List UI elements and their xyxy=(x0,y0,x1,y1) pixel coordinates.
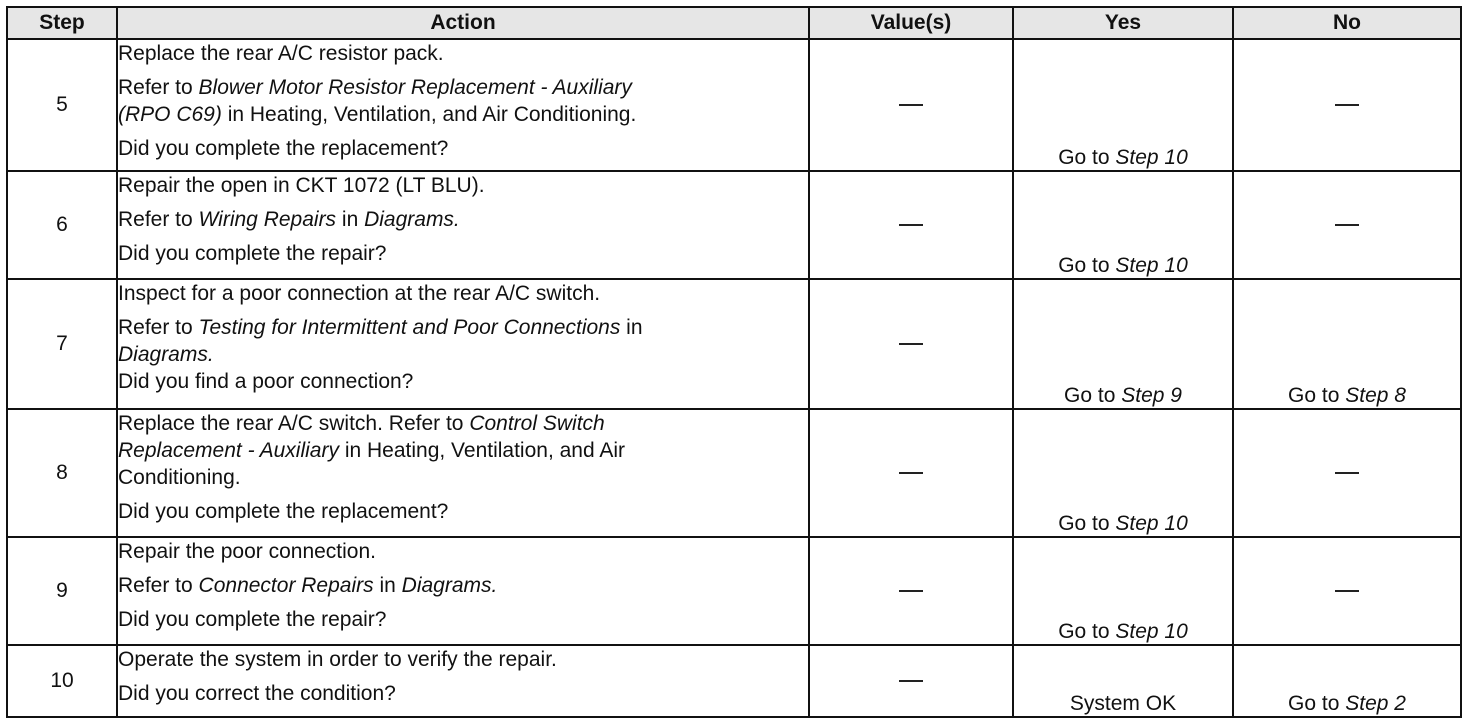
action-line xyxy=(118,498,808,525)
header-action: Action xyxy=(117,7,809,39)
no-cell xyxy=(1233,39,1461,171)
table-row xyxy=(7,409,1461,537)
action-line xyxy=(118,101,808,128)
yes-cell xyxy=(1013,171,1233,279)
action-line xyxy=(118,280,808,307)
action-line xyxy=(118,606,808,633)
dash-mark xyxy=(899,590,923,592)
table-row xyxy=(7,39,1461,171)
yes-cell xyxy=(1013,645,1233,717)
action-text: Replace the rear A/C switch. Refer to xyxy=(118,412,470,435)
diagnostic-table xyxy=(6,6,1462,718)
value-cell xyxy=(809,537,1013,645)
action-line xyxy=(118,40,808,67)
action-line xyxy=(118,240,808,267)
action-text: in xyxy=(336,208,365,231)
reference-text: Blower Motor Resistor Replacement - Auxiliary xyxy=(198,76,632,99)
action-text: Repair the poor connection. xyxy=(118,540,376,563)
dash-mark xyxy=(899,680,923,682)
action-text: Replace the rear A/C resistor pack. xyxy=(118,42,444,65)
goto-text: Go to xyxy=(1058,620,1116,643)
action-cell xyxy=(117,537,809,645)
reference-text: Wiring Repairs xyxy=(198,208,337,231)
action-text: Refer to xyxy=(118,316,199,339)
step-link: Step 10 xyxy=(1115,512,1188,535)
action-line xyxy=(118,314,808,341)
reference-text: Replacement - Auxiliary xyxy=(118,439,339,462)
step-number: 9 xyxy=(7,537,117,645)
reference-text: Connector Repairs xyxy=(198,574,374,597)
step-link: Step 9 xyxy=(1121,384,1182,407)
dash-mark xyxy=(1335,224,1359,226)
action-cell xyxy=(117,39,809,171)
action-line xyxy=(118,572,808,599)
dash-mark xyxy=(1335,590,1359,592)
step-link: Step 10 xyxy=(1115,620,1188,643)
action-text: Conditioning. xyxy=(118,466,241,489)
action-line xyxy=(118,368,808,395)
table-row xyxy=(7,645,1461,717)
action-line xyxy=(118,172,808,199)
value-cell xyxy=(809,409,1013,537)
no-cell xyxy=(1233,537,1461,645)
step-number: 7 xyxy=(7,279,117,409)
value-cell xyxy=(809,645,1013,717)
action-cell xyxy=(117,279,809,409)
action-text: Did you correct the condition? xyxy=(118,682,396,705)
header-yes: Yes xyxy=(1013,7,1233,39)
step-link: Step 10 xyxy=(1115,146,1188,169)
action-line xyxy=(118,341,808,368)
reference-text: Diagrams. xyxy=(118,343,214,366)
action-text: Refer to xyxy=(118,574,199,597)
action-text: in Heating, Ventilation, and Air Conditioning. xyxy=(221,103,637,126)
dash-mark xyxy=(1335,104,1359,106)
action-text: Did you complete the replacement? xyxy=(118,500,449,523)
header-row xyxy=(7,7,1461,39)
no-cell xyxy=(1233,409,1461,537)
reference-text: (RPO C69) xyxy=(118,103,222,126)
dash-mark xyxy=(1335,472,1359,474)
action-text: Repair the open in CKT 1072 (LT BLU). xyxy=(118,174,485,197)
dash-mark xyxy=(899,224,923,226)
action-line xyxy=(118,135,808,162)
yes-cell xyxy=(1013,409,1233,537)
action-text: Operate the system in order to verify the repair. xyxy=(118,648,557,671)
header-step: Step xyxy=(7,7,117,39)
step-number: 10 xyxy=(7,645,117,717)
step-link: Step 2 xyxy=(1345,692,1406,715)
step-number: 5 xyxy=(7,39,117,171)
goto-text: System OK xyxy=(1069,692,1177,715)
action-text: Did you complete the repair? xyxy=(118,608,387,631)
action-text: Inspect for a poor connection at the rear A/C switch. xyxy=(118,282,601,305)
action-cell xyxy=(117,645,809,717)
action-line xyxy=(118,538,808,565)
step-number: 8 xyxy=(7,409,117,537)
value-cell xyxy=(809,39,1013,171)
goto-text: Go to xyxy=(1058,146,1116,169)
reference-text: Diagrams. xyxy=(364,208,460,231)
action-line xyxy=(118,437,808,464)
action-text: Did you complete the repair? xyxy=(118,242,387,265)
table-row xyxy=(7,171,1461,279)
no-cell xyxy=(1233,645,1461,717)
goto-text: Go to xyxy=(1058,254,1116,277)
header-no: No xyxy=(1233,7,1461,39)
goto-text: Go to xyxy=(1064,384,1122,407)
action-text: Refer to xyxy=(118,208,199,231)
reference-text: Diagrams. xyxy=(401,574,498,597)
table-row xyxy=(7,537,1461,645)
value-cell xyxy=(809,171,1013,279)
table-row xyxy=(7,279,1461,409)
header-values: Value(s) xyxy=(809,7,1013,39)
goto-text: Go to xyxy=(1288,384,1346,407)
table-body xyxy=(7,39,1461,717)
action-text: in Heating, Ventilation, and Air xyxy=(338,439,626,462)
action-line xyxy=(118,410,808,437)
action-text: in xyxy=(620,316,643,339)
action-text: Did you complete the replacement? xyxy=(118,137,449,160)
value-cell xyxy=(809,279,1013,409)
yes-cell xyxy=(1013,537,1233,645)
yes-cell xyxy=(1013,279,1233,409)
goto-text: Go to xyxy=(1288,692,1346,715)
goto-text: Go to xyxy=(1058,512,1116,535)
action-cell xyxy=(117,171,809,279)
reference-text: Control Switch xyxy=(469,412,605,435)
action-text: Refer to xyxy=(118,76,199,99)
no-cell xyxy=(1233,171,1461,279)
action-text: Did you find a poor connection? xyxy=(118,370,414,393)
step-link: Step 10 xyxy=(1115,254,1188,277)
dash-mark xyxy=(899,104,923,106)
action-cell xyxy=(117,409,809,537)
dash-mark xyxy=(899,343,923,345)
dash-mark xyxy=(899,472,923,474)
no-cell xyxy=(1233,279,1461,409)
step-number: 6 xyxy=(7,171,117,279)
action-line xyxy=(118,646,808,673)
step-link: Step 8 xyxy=(1345,384,1406,407)
action-line xyxy=(118,74,808,101)
yes-cell xyxy=(1013,39,1233,171)
action-line xyxy=(118,680,808,707)
reference-text: Testing for Intermittent and Poor Connections xyxy=(198,316,621,339)
action-text: in xyxy=(373,574,402,597)
action-line xyxy=(118,464,808,491)
action-line xyxy=(118,206,808,233)
